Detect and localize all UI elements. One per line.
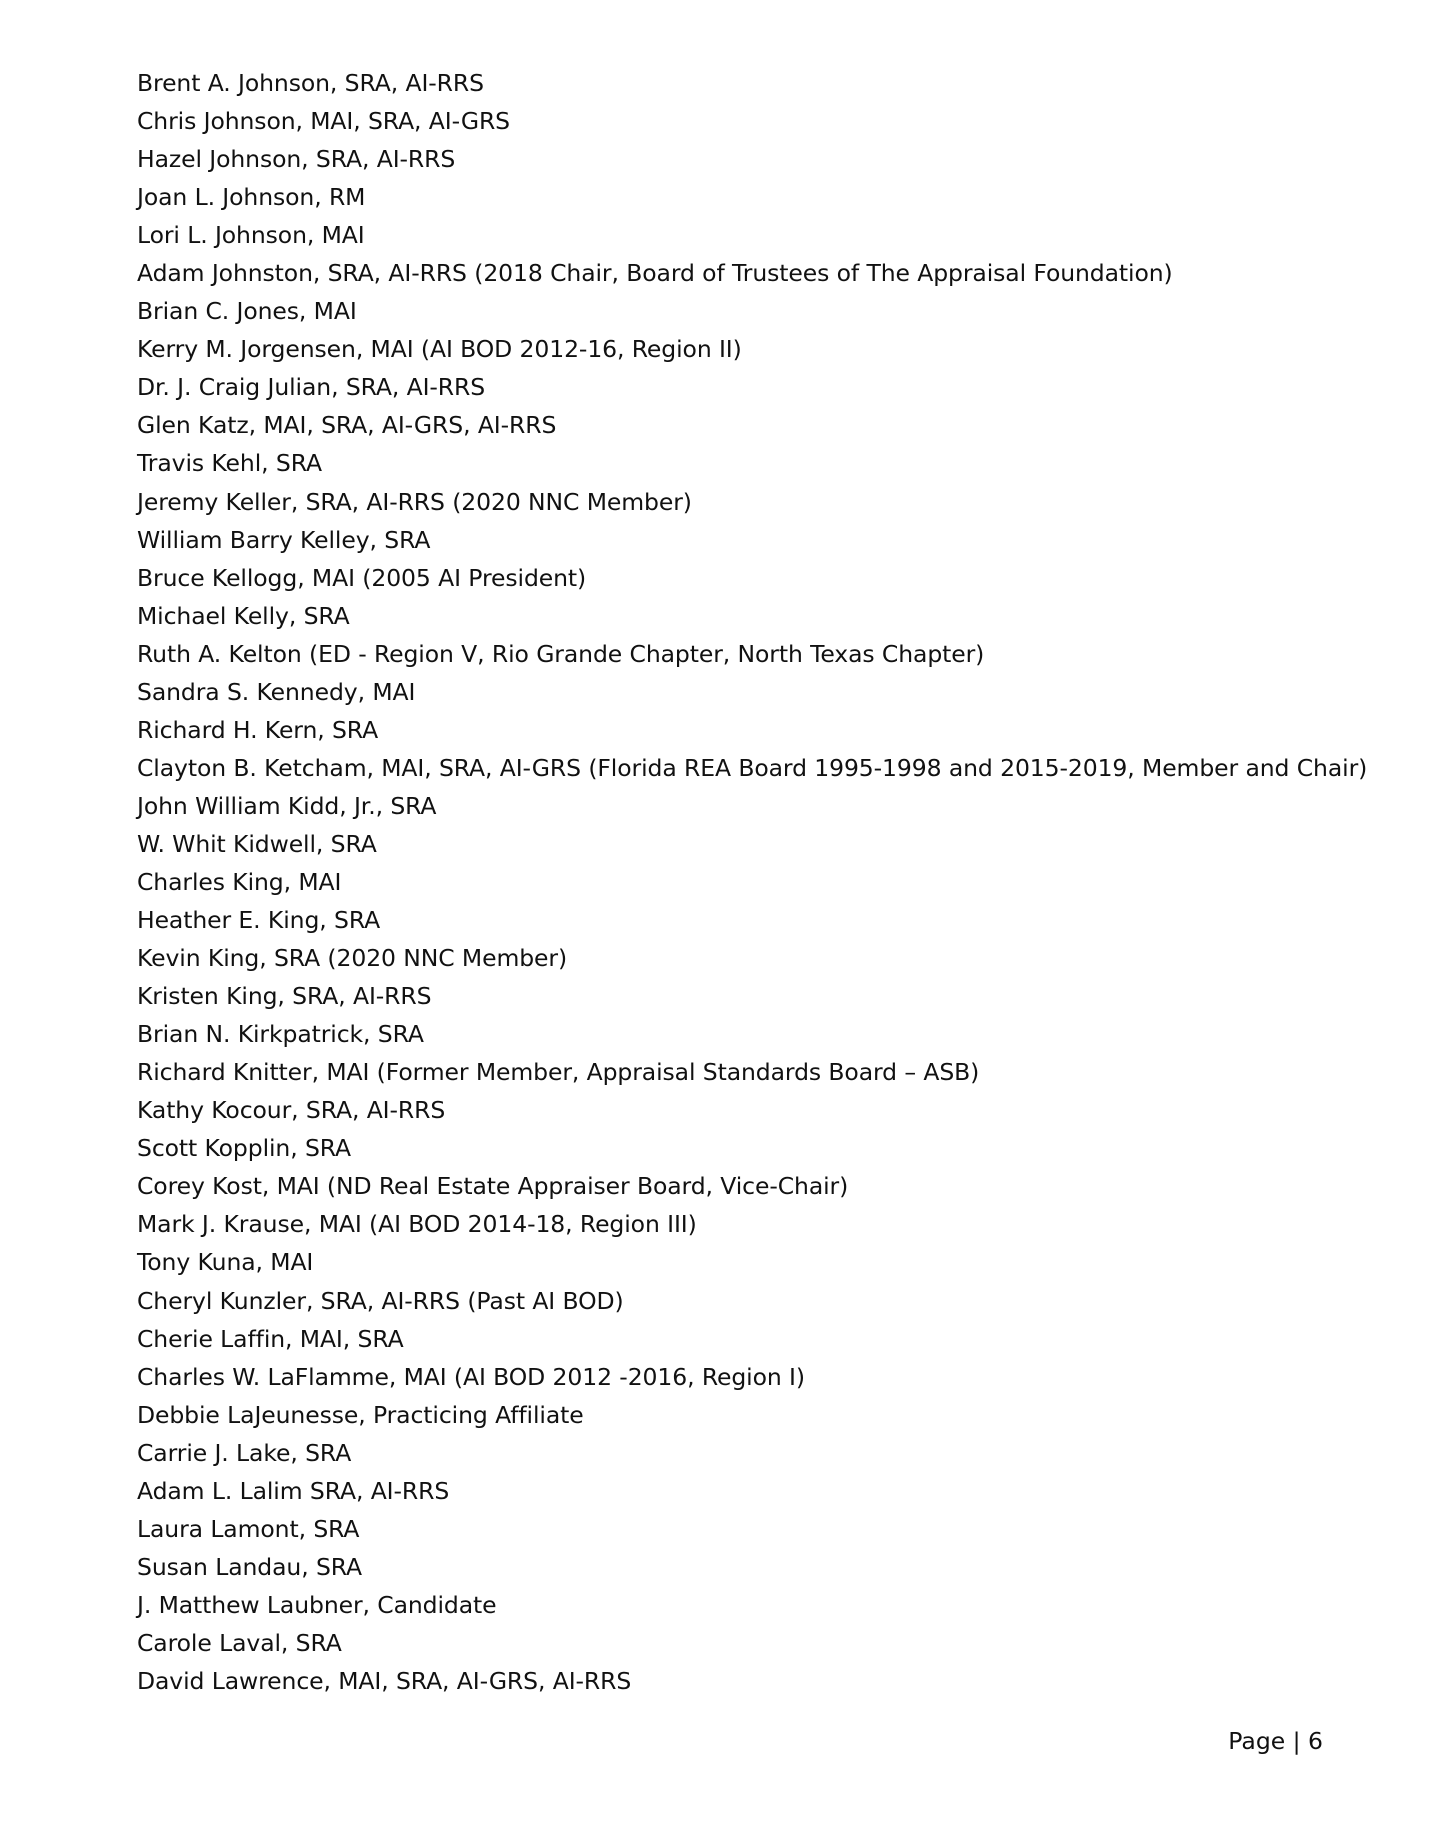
member-entry: Laura Lamont, SRA — [137, 1514, 360, 1543]
page-number: Page | 6 — [1228, 1727, 1323, 1755]
member-entry: Bruce Kellogg, MAI (2005 AI President) — [137, 563, 587, 592]
member-entry: Brian C. Jones, MAI — [137, 297, 357, 326]
member-entry: Richard H. Kern, SRA — [137, 715, 379, 744]
member-entry: William Barry Kelley, SRA — [137, 525, 431, 554]
member-entry: Adam L. Lalim SRA, AI-RRS — [137, 1476, 450, 1505]
member-entry: Adam Johnston, SRA, AI-RRS (2018 Chair, Board of Trustees of The Appraisal Foundation) — [137, 259, 1173, 288]
member-entry: Travis Kehl, SRA — [137, 449, 322, 478]
member-entry: Dr. J. Craig Julian, SRA, AI-RRS — [137, 373, 486, 402]
member-entry: Charles W. LaFlamme, MAI (AI BOD 2012 -2016, Region I) — [137, 1362, 805, 1391]
member-entry: J. Matthew Laubner, Candidate — [137, 1590, 497, 1619]
member-entry: Cheryl Kunzler, SRA, AI-RRS (Past AI BOD) — [137, 1286, 624, 1315]
member-entry: John William Kidd, Jr., SRA — [137, 791, 437, 820]
member-entry: Ruth A. Kelton (ED - Region V, Rio Grande Chapter, North Texas Chapter) — [137, 639, 985, 668]
member-entry: Susan Landau, SRA — [137, 1552, 363, 1581]
member-entry: Carrie J. Lake, SRA — [137, 1438, 352, 1467]
member-entry: Charles King, MAI — [137, 867, 342, 896]
member-entry: Richard Knitter, MAI (Former Member, Appraisal Standards Board – ASB) — [137, 1058, 980, 1087]
member-entry: Kathy Kocour, SRA, AI-RRS — [137, 1096, 446, 1125]
member-entry: Chris Johnson, MAI, SRA, AI-GRS — [137, 107, 510, 136]
member-entry: David Lawrence, MAI, SRA, AI-GRS, AI-RRS — [137, 1666, 632, 1695]
member-entry: Sandra S. Kennedy, MAI — [137, 677, 416, 706]
member-entry: Cherie Laffin, MAI, SRA — [137, 1324, 404, 1353]
member-entry: Jeremy Keller, SRA, AI-RRS (2020 NNC Member) — [137, 487, 692, 516]
member-entry: Brent A. Johnson, SRA, AI-RRS — [137, 69, 484, 97]
member-entry: Scott Kopplin, SRA — [137, 1134, 352, 1163]
member-entry: Mark J. Krause, MAI (AI BOD 2014-18, Region III) — [137, 1210, 697, 1239]
member-entry: Hazel Johnson, SRA, AI-RRS — [137, 145, 456, 174]
member-entry: Kerry M. Jorgensen, MAI (AI BOD 2012-16, Region II) — [137, 335, 742, 364]
member-entry: Heather E. King, SRA — [137, 906, 381, 935]
member-entry: Tony Kuna, MAI — [137, 1248, 314, 1277]
member-entry: Michael Kelly, SRA — [137, 601, 350, 630]
member-entry: Clayton B. Ketcham, MAI, SRA, AI-GRS (Florida REA Board 1995-1998 and 2015-2019, Member and Chair) — [137, 753, 1368, 782]
member-name-list — [137, 64, 1367, 1700]
member-entry: Glen Katz, MAI, SRA, AI-GRS, AI-RRS — [137, 411, 557, 440]
member-entry: Joan L. Johnson, RM — [137, 183, 366, 212]
member-entry: Kristen King, SRA, AI-RRS — [137, 982, 432, 1011]
member-entry: Lori L. Johnson, MAI — [137, 221, 365, 250]
member-entry: Corey Kost, MAI (ND Real Estate Appraiser Board, Vice-Chair) — [137, 1172, 849, 1201]
member-entry: Brian N. Kirkpatrick, SRA — [137, 1020, 424, 1049]
member-entry: Debbie LaJeunesse, Practicing Affiliate — [137, 1400, 584, 1429]
member-entry: W. Whit Kidwell, SRA — [137, 829, 377, 858]
member-entry: Carole Laval, SRA — [137, 1628, 342, 1657]
member-entry: Kevin King, SRA (2020 NNC Member) — [137, 944, 568, 973]
